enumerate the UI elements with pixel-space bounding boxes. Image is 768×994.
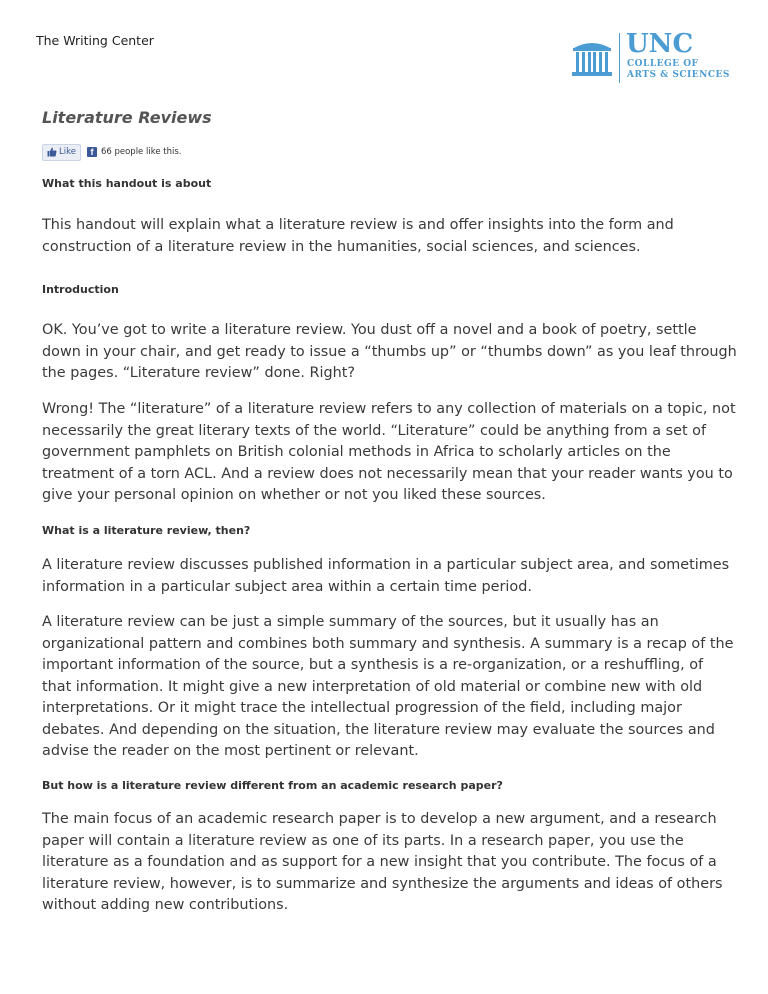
like-count: 66 people like this. (100, 147, 182, 157)
unc-logo[interactable] (570, 29, 735, 85)
thumbs-up-icon (47, 147, 57, 157)
logo-wordmark: UNC (626, 29, 694, 59)
like-button-label: Like (59, 147, 76, 157)
paragraph: The main focus of an academic research paper is to develop a new argument, and a research paper will contain a literature review as one of its parts. In a research paper, you use the literature as a foundation and as support for a new insight that you contribute. The focus of a literature review, however, is to summarize and synthesize the arguments and ideas of others without adding new contributions. (42, 811, 723, 913)
old-well-icon (570, 36, 614, 80)
site-title: The Writing Center (36, 33, 154, 48)
section-heading: But how is a literature review different from an academic research paper? (42, 779, 503, 792)
section-heading: What this handout is about (42, 177, 212, 190)
section-heading: What is a literature review, then? (42, 524, 251, 537)
section-heading: Introduction (42, 283, 119, 296)
paragraph: OK. You’ve got to write a literature review. You dust off a novel and a book of poetry, settle down in your chair, and get ready to issue a “thumbs up” or “thumbs down” as you leaf through the pages. “Literature review” done. Right? (42, 322, 737, 381)
logo-divider (619, 33, 620, 83)
logo-line-2: ARTS & SCIENCES (627, 70, 730, 80)
logo-line-1: COLLEGE OF (627, 59, 699, 69)
like-button[interactable] (42, 144, 81, 161)
page-title: Literature Reviews (42, 108, 212, 127)
facebook-icon: f (87, 147, 97, 157)
paragraph: A literature review discusses published information in a particular subject area, and sometimes information in a particular subject area within a certain time period. (42, 557, 730, 595)
paragraph: Wrong! The “literature” of a literature review refers to any collection of materials on a topic, not necessarily the great literary texts of the world. “Literature” could be anything from a set of government pamphlets on British colonial methods in Africa to scholarly articles on the treatment of a torn ACL. And a review does not necessarily mean that your reader wants you to give your personal opinion on whether or not you liked these sources. (42, 401, 736, 503)
like-bar (42, 144, 181, 160)
paragraph: This handout will explain what a literature review is and offer insights into the form and construction of a literature review in the humanities, social sciences, and sciences. (42, 217, 674, 255)
paragraph: A literature review can be just a simple summary of the sources, but it usually has an organizational pattern and combines both summary and synthesis. A summary is a recap of the important information of the source, but a synthesis is a re-organization, or a reshuffling, of that information. It might give a new interpretation of old material or combine new with old interpretations. Or it might trace the intellectual progression of the field, including major debates. And depending on the situation, the literature review may evaluate the sources and advise the reader on the most pertinent or relevant. (42, 614, 734, 759)
